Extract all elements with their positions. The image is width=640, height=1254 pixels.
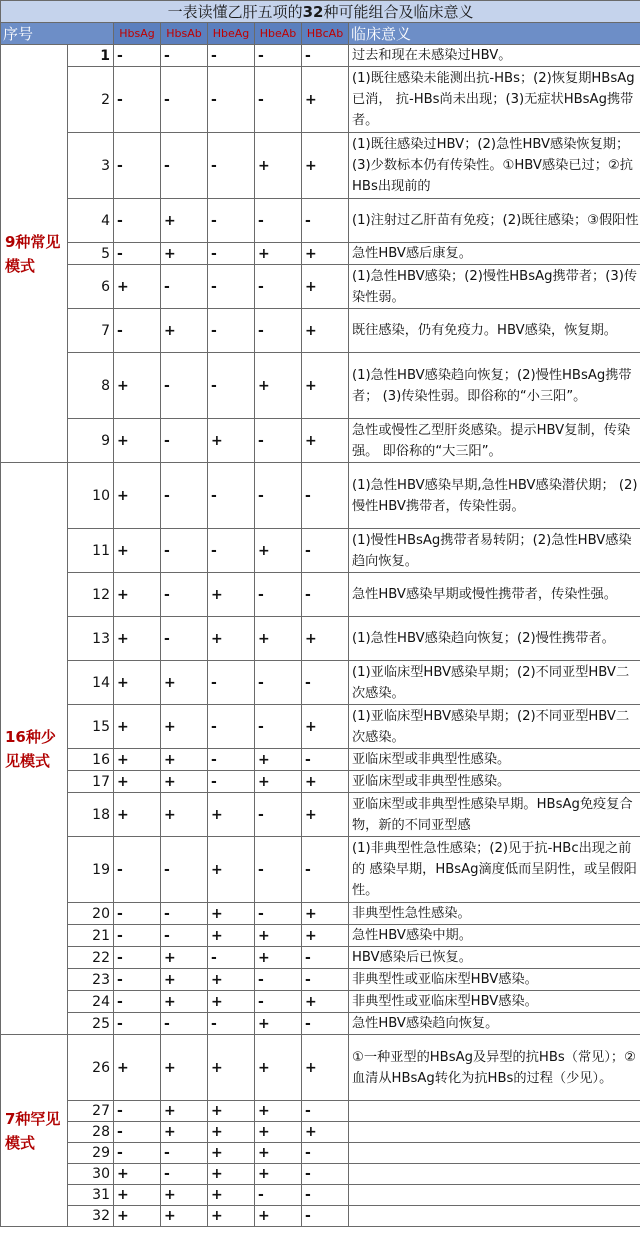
header-hbeab: HbeAb (255, 23, 302, 45)
header-hbeag: HbeAg (208, 23, 255, 45)
hbeab-result: - (255, 309, 302, 353)
table-row (1, 749, 640, 771)
hbeag-result: - (208, 67, 255, 133)
header-seq: 序号 (1, 23, 114, 45)
header-hbcab: HBcAb (302, 23, 349, 45)
table-row (1, 771, 640, 793)
hbcab-result: + (302, 1122, 349, 1143)
hbcab-result: - (302, 529, 349, 573)
hbcab-result: + (302, 991, 349, 1013)
hbeag-result: + (208, 837, 255, 903)
clinical-meaning (349, 1185, 640, 1206)
hbsag-result: - (114, 309, 161, 353)
table-row (1, 463, 640, 529)
hbeab-result: - (255, 793, 302, 837)
hbsab-result: + (161, 771, 208, 793)
hbeag-result: - (208, 1013, 255, 1035)
hbsab-result: - (161, 903, 208, 925)
row-number: 23 (68, 969, 114, 991)
table-row (1, 133, 640, 199)
hbsag-result: - (114, 903, 161, 925)
clinical-meaning: (1)急性HBV感染早期,急性HBV感染潜伏期； (2)慢性HBV携带者，传染性弱。 (349, 463, 640, 529)
hbeag-result: + (208, 793, 255, 837)
row-number: 17 (68, 771, 114, 793)
hbsag-result: + (114, 265, 161, 309)
hbeab-result: - (255, 969, 302, 991)
hbsab-result: + (161, 991, 208, 1013)
table-row (1, 1185, 640, 1206)
clinical-meaning (349, 1101, 640, 1122)
hbeag-result: + (208, 1143, 255, 1164)
hbcab-result: + (302, 617, 349, 661)
clinical-meaning: (1)既往感染过HBV；(2)急性HBV感染恢复期； (3)少数标本仍有传染性。①HBV感染已过；②抗HBs出现前的 (349, 133, 640, 199)
table-row (1, 1101, 640, 1122)
hbeag-result: - (208, 265, 255, 309)
hbsag-result: + (114, 1164, 161, 1185)
clinical-meaning: 既往感染，仍有免疫力。HBV感染，恢复期。 (349, 309, 640, 353)
table-row (1, 617, 640, 661)
row-number: 3 (68, 133, 114, 199)
group-label: 16种少见模式 (1, 463, 68, 1035)
clinical-meaning: 过去和现在未感染过HBV。 (349, 45, 640, 67)
hbcab-result: - (302, 837, 349, 903)
row-number: 16 (68, 749, 114, 771)
hbsab-result: + (161, 749, 208, 771)
clinical-meaning: (1)注射过乙肝苗有免疫；(2)既往感染；③假阳性 (349, 199, 640, 243)
row-number: 20 (68, 903, 114, 925)
row-number: 25 (68, 1013, 114, 1035)
hbeag-result: - (208, 463, 255, 529)
hbeag-result: - (208, 705, 255, 749)
hbsag-result: + (114, 749, 161, 771)
hbsag-result: - (114, 243, 161, 265)
hbeag-result: - (208, 947, 255, 969)
hbeab-result: + (255, 1035, 302, 1101)
hbsab-result: - (161, 419, 208, 463)
table-row (1, 793, 640, 837)
hbcab-result: + (302, 133, 349, 199)
hbeag-result: + (208, 1035, 255, 1101)
row-number: 28 (68, 1122, 114, 1143)
table-row (1, 661, 640, 705)
hbeag-result: - (208, 661, 255, 705)
header-hbsag: HbsAg (114, 23, 161, 45)
clinical-meaning: HBV感染后已恢复。 (349, 947, 640, 969)
hbsab-result: - (161, 573, 208, 617)
table-row (1, 1035, 640, 1101)
clinical-meaning: (1)非典型性急性感染；(2)见于抗-HBc出现之前的 感染早期，HBsAg滴度低而呈阴性，或呈假阳性。 (349, 837, 640, 903)
hbsag-result: - (114, 925, 161, 947)
clinical-meaning: 急性HBV感后康复。 (349, 243, 640, 265)
row-number: 5 (68, 243, 114, 265)
hbcab-result: + (302, 771, 349, 793)
hbcab-result: - (302, 1206, 349, 1227)
hbcab-result: - (302, 1013, 349, 1035)
hbeab-result: - (255, 199, 302, 243)
hbsab-result: + (161, 1185, 208, 1206)
hbsab-result: + (161, 199, 208, 243)
hbsab-result: - (161, 617, 208, 661)
hbsag-result: - (114, 45, 161, 67)
hbsag-result: + (114, 617, 161, 661)
hbsag-result: - (114, 1143, 161, 1164)
table-row (1, 1143, 640, 1164)
hbcab-result: + (302, 353, 349, 419)
hbeag-result: + (208, 1122, 255, 1143)
hbeab-result: - (255, 463, 302, 529)
row-number: 8 (68, 353, 114, 419)
clinical-meaning: (1)急性HBV感染趋向恢复；(2)慢性携带者。 (349, 617, 640, 661)
hbeab-result: - (255, 419, 302, 463)
table-row (1, 1122, 640, 1143)
hbcab-result: - (302, 199, 349, 243)
hbsab-result: - (161, 133, 208, 199)
row-number: 27 (68, 1101, 114, 1122)
hbsag-result: + (114, 705, 161, 749)
hbeag-result: - (208, 45, 255, 67)
table-row (1, 529, 640, 573)
clinical-meaning: (1)亚临床型HBV感染早期；(2)不同亚型HBV二次感染。 (349, 661, 640, 705)
clinical-meaning: 非典型性急性感染。 (349, 903, 640, 925)
hbsab-result: + (161, 947, 208, 969)
hbsag-result: - (114, 199, 161, 243)
hbeab-result: - (255, 45, 302, 67)
hbsab-result: + (161, 1122, 208, 1143)
row-number: 18 (68, 793, 114, 837)
hbcab-result: - (302, 947, 349, 969)
hbcab-result: - (302, 463, 349, 529)
hbcab-result: - (302, 45, 349, 67)
clinical-meaning: 急性HBV感染趋向恢复。 (349, 1013, 640, 1035)
hbcab-result: - (302, 969, 349, 991)
row-number: 30 (68, 1164, 114, 1185)
hbeab-result: + (255, 243, 302, 265)
header-meaning: 临床意义 (349, 23, 640, 45)
hbeag-result: - (208, 309, 255, 353)
hbeab-result: - (255, 67, 302, 133)
clinical-meaning: (1)慢性HBsAg携带者易转阴；(2)急性HBV感染趋向恢复。 (349, 529, 640, 573)
hbcab-result: + (302, 67, 349, 133)
hbeag-result: + (208, 1164, 255, 1185)
hbeab-result: + (255, 529, 302, 573)
hbsab-result: - (161, 463, 208, 529)
hbsab-result: - (161, 837, 208, 903)
hbsab-result: + (161, 309, 208, 353)
table-row (1, 243, 640, 265)
hbeab-result: + (255, 1164, 302, 1185)
hbsab-result: + (161, 243, 208, 265)
hbeab-result: - (255, 991, 302, 1013)
row-number: 31 (68, 1185, 114, 1206)
hbeab-result: - (255, 837, 302, 903)
row-number: 1 (68, 45, 114, 67)
table-title: 一表读懂乙肝五项的32种可能组合及临床意义 (1, 1, 640, 23)
clinical-meaning: 急性或慢性乙型肝炎感染。提示HBV复制，传染强。 即俗称的“大三阳”。 (349, 419, 640, 463)
table-row (1, 925, 640, 947)
hbsag-result: + (114, 419, 161, 463)
hbsab-result: + (161, 1101, 208, 1122)
hbeab-result: + (255, 353, 302, 419)
hbeag-result: + (208, 617, 255, 661)
hbeag-result: + (208, 1101, 255, 1122)
hbsag-result: + (114, 463, 161, 529)
clinical-meaning (349, 1206, 640, 1227)
hbcab-result: - (302, 749, 349, 771)
hbeag-result: - (208, 199, 255, 243)
hbsab-result: + (161, 661, 208, 705)
hbsag-result: + (114, 661, 161, 705)
hbsag-result: + (114, 793, 161, 837)
row-number: 7 (68, 309, 114, 353)
row-number: 11 (68, 529, 114, 573)
hbcab-result: - (302, 1164, 349, 1185)
hbeab-result: - (255, 1185, 302, 1206)
row-number: 26 (68, 1035, 114, 1101)
group-label: 7种罕见模式 (1, 1035, 68, 1227)
hbcab-result: + (302, 243, 349, 265)
clinical-meaning (349, 1143, 640, 1164)
hbsag-result: + (114, 1185, 161, 1206)
hbeab-result: + (255, 1122, 302, 1143)
hbeab-result: + (255, 1143, 302, 1164)
table-row (1, 705, 640, 749)
table-row (1, 903, 640, 925)
hbeab-result: + (255, 1013, 302, 1035)
row-number: 24 (68, 991, 114, 1013)
clinical-meaning: 急性HBV感染中期。 (349, 925, 640, 947)
hbeab-result: + (255, 1206, 302, 1227)
hbcab-result: + (302, 705, 349, 749)
hbsab-result: - (161, 67, 208, 133)
hbeab-result: + (255, 947, 302, 969)
hbeag-result: + (208, 573, 255, 617)
hbsab-result: - (161, 265, 208, 309)
row-number: 29 (68, 1143, 114, 1164)
group-label: 9种常见模式 (1, 45, 68, 463)
table-row (1, 67, 640, 133)
hbeag-result: - (208, 243, 255, 265)
hbsag-result: - (114, 1122, 161, 1143)
table-row (1, 969, 640, 991)
hbcab-result: + (302, 925, 349, 947)
hbsag-result: + (114, 771, 161, 793)
hbsag-result: + (114, 1206, 161, 1227)
hbeag-result: - (208, 353, 255, 419)
clinical-meaning: 非典型性或亚临床型HBV感染。 (349, 969, 640, 991)
row-number: 10 (68, 463, 114, 529)
table-row (1, 837, 640, 903)
hbeag-result: + (208, 969, 255, 991)
table-row (1, 1013, 640, 1035)
hbcab-result: + (302, 903, 349, 925)
hbsab-result: - (161, 1143, 208, 1164)
clinical-meaning: 亚临床型或非典型性感染早期。HBsAg免疫复合物，新的不同亚型感 (349, 793, 640, 837)
hbeab-result: - (255, 903, 302, 925)
hbsag-result: - (114, 837, 161, 903)
hbeab-result: + (255, 1101, 302, 1122)
row-number: 32 (68, 1206, 114, 1227)
hbcab-result: + (302, 793, 349, 837)
hbeag-result: + (208, 1185, 255, 1206)
hbsab-result: - (161, 925, 208, 947)
table-row (1, 419, 640, 463)
hbsag-result: + (114, 1035, 161, 1101)
clinical-meaning: (1)急性HBV感染；(2)慢性HBsAg携带者；(3)传染性弱。 (349, 265, 640, 309)
hbsab-result: - (161, 1164, 208, 1185)
row-number: 6 (68, 265, 114, 309)
table-row (1, 991, 640, 1013)
hbcab-result: + (302, 309, 349, 353)
hbeag-result: + (208, 991, 255, 1013)
clinical-meaning: 亚临床型或非典型性感染。 (349, 771, 640, 793)
hbsag-result: - (114, 67, 161, 133)
hbcab-result: + (302, 1035, 349, 1101)
hbsab-result: - (161, 353, 208, 419)
table-row (1, 353, 640, 419)
row-number: 4 (68, 199, 114, 243)
hbsab-result: - (161, 529, 208, 573)
table-row (1, 573, 640, 617)
hbeab-result: - (255, 573, 302, 617)
hbcab-result: + (302, 265, 349, 309)
hbeag-result: + (208, 1206, 255, 1227)
hbeab-result: + (255, 771, 302, 793)
clinical-meaning: 急性HBV感染早期或慢性携带者，传染性强。 (349, 573, 640, 617)
clinical-meaning (349, 1164, 640, 1185)
hbeab-result: - (255, 661, 302, 705)
hbsag-result: - (114, 133, 161, 199)
row-number: 19 (68, 837, 114, 903)
row-number: 12 (68, 573, 114, 617)
row-number: 9 (68, 419, 114, 463)
hbeag-result: - (208, 133, 255, 199)
row-number: 15 (68, 705, 114, 749)
hbeag-result: - (208, 771, 255, 793)
row-number: 22 (68, 947, 114, 969)
table-row (1, 1206, 640, 1227)
clinical-meaning: (1)既往感染未能测出抗-HBs；(2)恢复期HBsAg已消， 抗-HBs尚未出现；(3)无症状HBsAg携带者。 (349, 67, 640, 133)
header-hbsab: HbsAb (161, 23, 208, 45)
hbsab-result: + (161, 1035, 208, 1101)
clinical-meaning: 非典型性或亚临床型HBV感染。 (349, 991, 640, 1013)
hbsag-result: - (114, 1101, 161, 1122)
clinical-meaning: (1)亚临床型HBV感染早期；(2)不同亚型HBV二次感染。 (349, 705, 640, 749)
hbeab-result: - (255, 705, 302, 749)
hbcab-result: - (302, 1185, 349, 1206)
hbeag-result: + (208, 419, 255, 463)
hbsag-result: + (114, 573, 161, 617)
table-row (1, 947, 640, 969)
hbsag-result: - (114, 969, 161, 991)
hbsab-result: + (161, 705, 208, 749)
hbsag-result: - (114, 991, 161, 1013)
table-row (1, 199, 640, 243)
row-number: 14 (68, 661, 114, 705)
table-row (1, 1164, 640, 1185)
hbeab-result: + (255, 617, 302, 661)
table-row (1, 45, 640, 67)
table-row (1, 309, 640, 353)
table-row (1, 265, 640, 309)
hbcab-result: - (302, 573, 349, 617)
hbeab-result: + (255, 749, 302, 771)
hbsag-result: - (114, 1013, 161, 1035)
hbeab-result: + (255, 133, 302, 199)
hbeag-result: + (208, 925, 255, 947)
hbcab-result: - (302, 661, 349, 705)
hbsab-result: - (161, 1013, 208, 1035)
clinical-meaning: (1)急性HBV感染趋向恢复；(2)慢性HBsAg携带者； (3)传染性弱。即俗称的“小三阳”。 (349, 353, 640, 419)
hbeag-result: + (208, 903, 255, 925)
clinical-meaning: 亚临床型或非典型性感染。 (349, 749, 640, 771)
hbcab-result: + (302, 419, 349, 463)
hbsag-result: + (114, 353, 161, 419)
row-number: 13 (68, 617, 114, 661)
hbsab-result: + (161, 969, 208, 991)
hbsag-result: - (114, 947, 161, 969)
hbsab-result: + (161, 1206, 208, 1227)
row-number: 2 (68, 67, 114, 133)
hbcab-result: - (302, 1143, 349, 1164)
clinical-meaning (349, 1122, 640, 1143)
hbsag-result: + (114, 529, 161, 573)
row-number: 21 (68, 925, 114, 947)
hbeab-result: + (255, 925, 302, 947)
hbsab-result: - (161, 45, 208, 67)
hbeag-result: - (208, 749, 255, 771)
hbsab-result: + (161, 793, 208, 837)
hbeag-result: - (208, 529, 255, 573)
hbcab-result: - (302, 1101, 349, 1122)
hbeab-result: - (255, 265, 302, 309)
clinical-meaning: ①一种亚型的HBsAg及异型的抗HBs（常见）；②血清从HBsAg转化为抗HBs的过程（少见）。 (349, 1035, 640, 1101)
